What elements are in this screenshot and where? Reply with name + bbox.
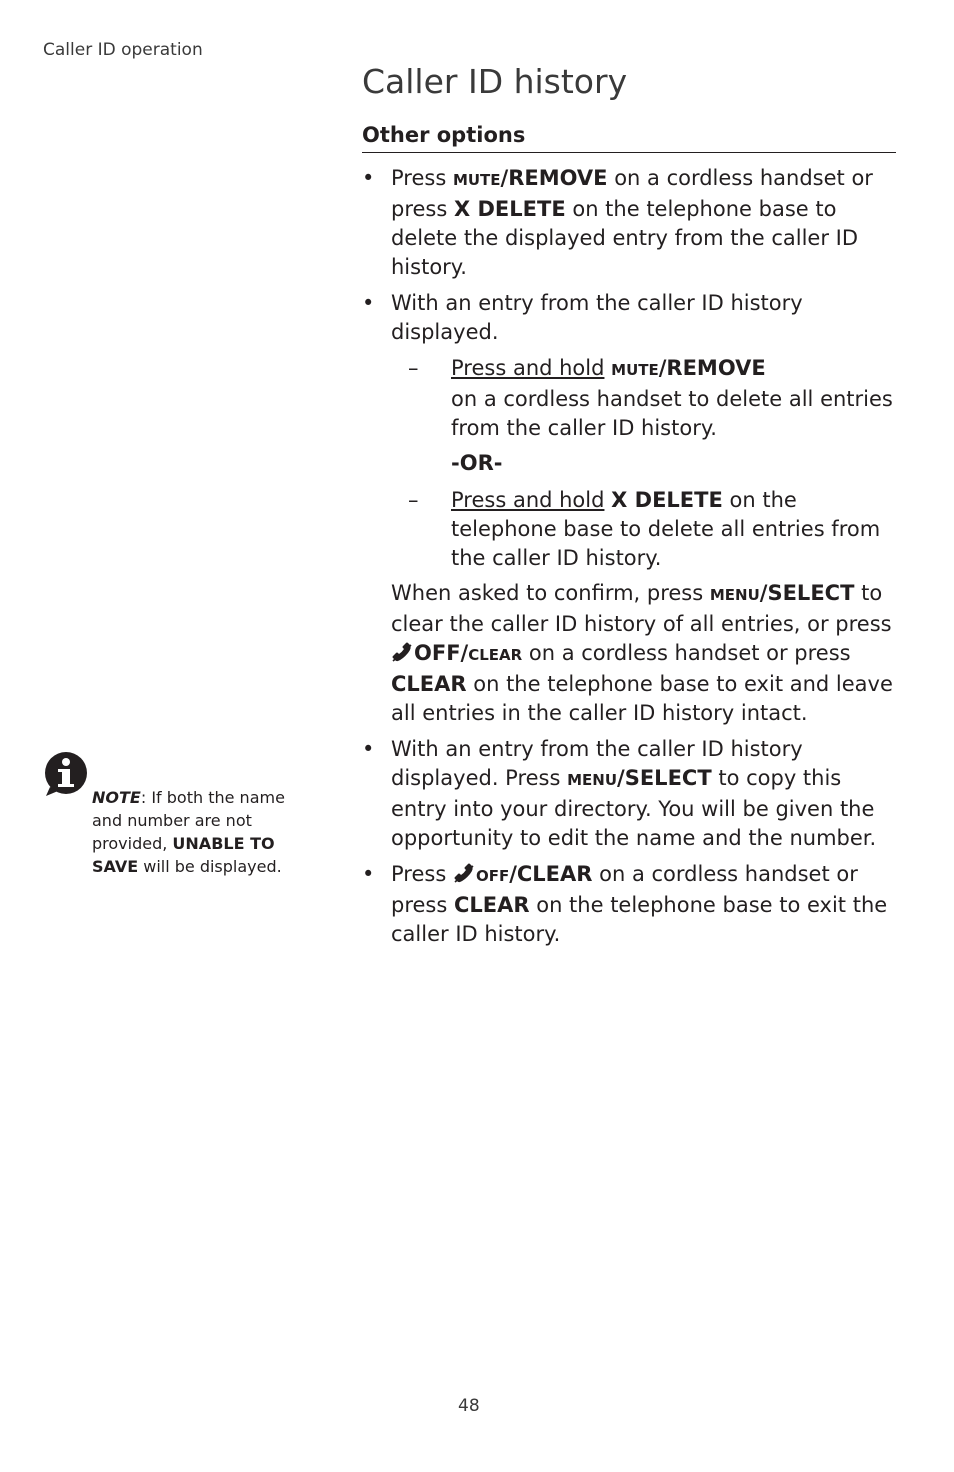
key-label: /REMOVE (658, 356, 766, 380)
phone-off-icon (453, 863, 475, 883)
bullet-icon: • (362, 737, 375, 761)
list-item: • Press OFF/CLEAR on a cordless handset or press CLEAR on the telephone base to exit the caller ID history. (362, 862, 888, 946)
key-label: /SELECT (759, 581, 855, 605)
key-label: CLEAR (468, 646, 523, 664)
dash-marker: – (408, 356, 419, 380)
page-title: Caller ID history (362, 62, 628, 101)
bullet-icon: • (362, 166, 375, 190)
list-item: • With an entry from the caller ID history displayed. (362, 291, 803, 344)
bullet-icon: • (362, 291, 375, 315)
list-item: • Press MUTE/REMOVE on a cordless handset or press X DELETE on the telephone base to delete the displayed entry from the caller ID history. (362, 166, 873, 279)
info-icon (44, 751, 88, 797)
options-list (362, 164, 896, 956)
key-label: MUTE (452, 171, 501, 189)
dash-marker: – (408, 488, 419, 512)
key-label: /REMOVE (500, 166, 608, 190)
section-heading: Other options (362, 123, 896, 153)
sub-item: – Press and hold X DELETE on the telephone base to delete all entries from the caller ID history. (408, 488, 881, 570)
key-label: MENU (567, 771, 618, 789)
confirm-paragraph: When asked to confirm, press MENU/SELECT to clear the caller ID history of all entries, or press OFF/CLEAR on a cordless handset or press CLEAR on the telephone base to exit and leave all entries in the caller ID history intact. (391, 581, 893, 725)
list-item: • With an entry from the caller ID history displayed. Press MENU/SELECT to copy this entry into your directory. You will be given the opportunity to edit the name and the number. (362, 737, 877, 850)
key-label: OFF/ (414, 641, 469, 665)
sub-item: – Press and hold MUTE/REMOVE on a cordless handset to delete all entries from the caller ID history. (408, 356, 893, 440)
key-label: CLEAR (453, 893, 530, 917)
phone-off-icon (391, 642, 413, 662)
key-label: /SELECT (617, 766, 712, 790)
key-label: OFF (475, 867, 510, 885)
key-label: UNABLE TO SAVE (92, 834, 275, 876)
or-separator: -OR- (451, 451, 503, 475)
bullet-icon: • (362, 862, 375, 886)
key-label: MUTE (611, 361, 659, 379)
page-number: 48 (458, 1396, 480, 1416)
note-label: NOTE (92, 788, 141, 807)
note-text: NOTE: If both the name and number are not provided, UNABLE TO SAVE will be displayed. (92, 788, 285, 876)
key-label: /CLEAR (509, 862, 593, 886)
key-label: CLEAR (391, 672, 467, 696)
running-head: Caller ID operation (43, 40, 203, 60)
key-label: X DELETE (611, 488, 723, 512)
key-label: X DELETE (453, 197, 566, 221)
key-label: MENU (709, 586, 760, 604)
